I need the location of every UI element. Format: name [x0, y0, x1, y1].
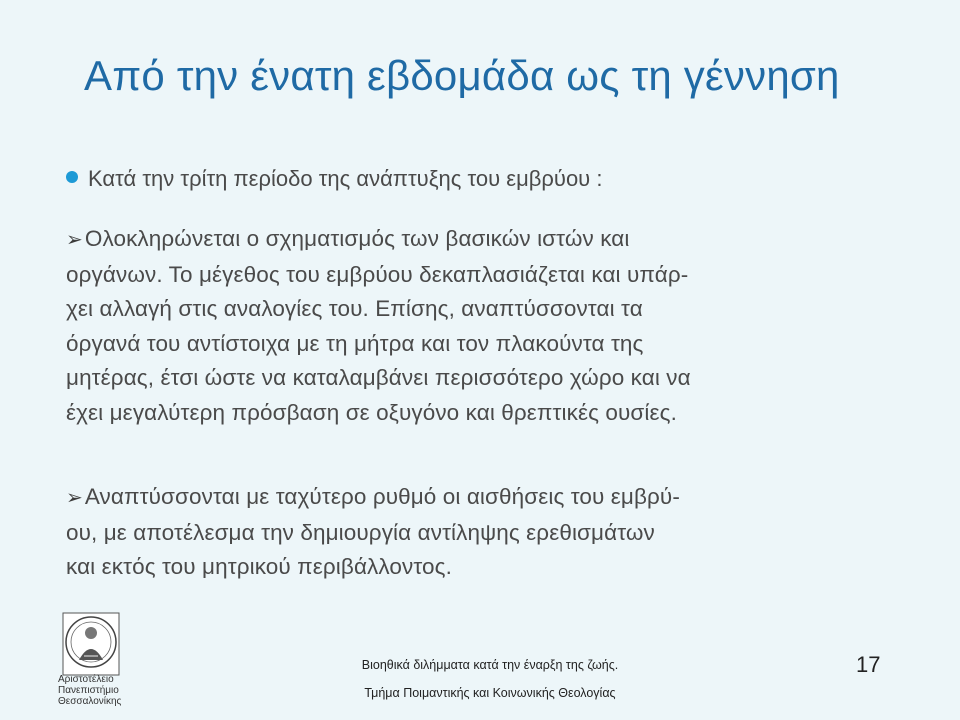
footer-department: Τμήμα Ποιμαντικής και Κοινωνικής Θεολογίας [364, 686, 616, 700]
paragraph-line: ➢Ολοκληρώνεται ο σχηματισμός των βασικών ιστών και [66, 226, 630, 251]
paragraph-line: και εκτός του μητρικού περιβάλλοντος. [66, 554, 452, 579]
bullet-dot-icon [66, 171, 78, 183]
arrow-bullet-icon: ➢ [66, 487, 83, 509]
paragraph-formation [66, 222, 691, 430]
page-number: 17 [856, 652, 881, 677]
paragraph-senses [66, 480, 680, 585]
university-name: Αριστοτέλειο Πανεπιστήμιο Θεσσαλονίκης [58, 674, 122, 707]
paragraph-line: ➢Αναπτύσσονται με ταχύτερο ρυθμό οι αισθήσεις του εμβρύ- [66, 484, 680, 509]
intro-bullet [66, 166, 602, 192]
intro-bullet-text: Κατά την τρίτη περίοδο της ανάπτυξης του εμβρύου : [88, 166, 603, 191]
paragraph-line: έχει μεγαλύτερη πρόσβαση σε οξυγόνο και θρεπτικές ουσίες. [66, 399, 677, 425]
arrow-bullet-icon: ➢ [66, 229, 83, 251]
slide-title: Από την ένατη εβδομάδα ως τη γέννηση [84, 52, 840, 99]
paragraph-line: ου, με αποτέλεσμα την δημιουργία αντίληψης ερεθισμάτων [66, 519, 655, 545]
footer-course-title: Βιοηθικά διλήμματα κατά την έναρξη της ζωής. [361, 658, 619, 672]
paragraph-line: χει αλλαγή στις αναλογίες του. Επίσης, αναπτύσσονται τα [66, 296, 643, 321]
university-seal-icon [62, 612, 120, 676]
paragraph-line: οργάνων. Το μέγεθος του εμβρύου δεκαπλασιάζεται και υπάρ- [66, 261, 689, 287]
paragraph-line: όργανά του αντίστοιχα με τη μήτρα και τον πλακούντα της [66, 330, 644, 356]
paragraph-line: μητέρας, έτσι ώστε να καταλαμβάνει περισσότερο χώρο και να [66, 365, 691, 390]
